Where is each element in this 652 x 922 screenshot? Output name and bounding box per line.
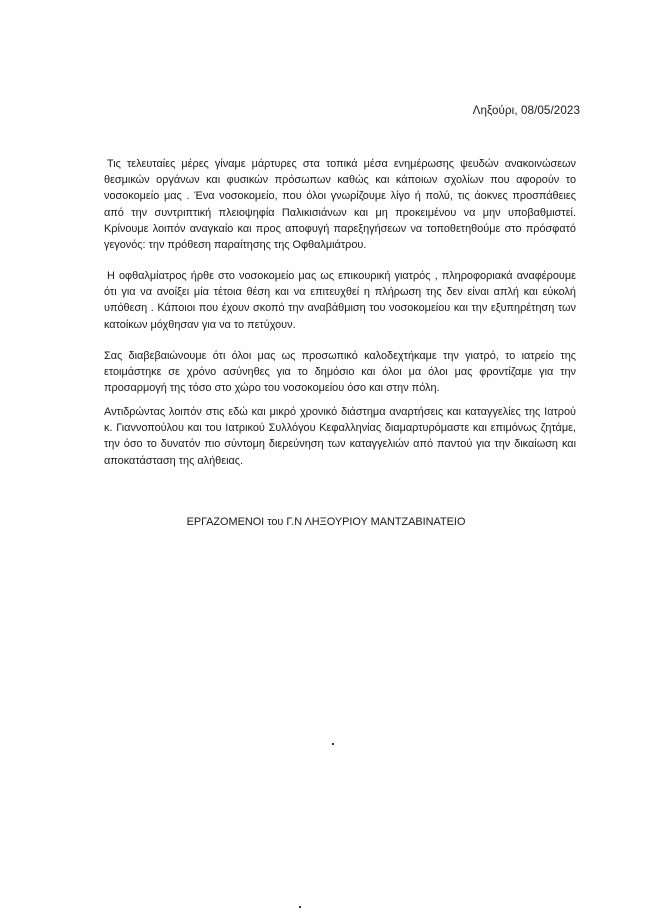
paragraph-2: Η οφθαλμίατρος ήρθε στο νοσοκομείο μας ως επικουρική γιατρός , πληροφοριακά αναφέρουμε ότι για να ανοίξει μία τέτοια θέση και να επιτευχθεί η πλήρωση της δεν είναι απλή και εύκολή υπόθεση . Κάποιοι που έχουν σκοπό την αναβάθμιση του νοσοκομείου και την εξυπηρέτηση των κατοίκων μόχθησαν για να το πετύχουν. [104, 270, 576, 331]
paragraph-3: Σας διαβεβαιώνουμε ότι όλοι μας ως προσωπικό καλοδεχτήκαμε την γιατρό, το ιατρείο της ετοιμάστηκε σε χρόνο ασύνηθες για το δημόσιο και όλοι μα όλοι μας φροντίζαμε για την προσαρμογή της τόσο στο χώρο του νοσοκομείου όσο και στην πόλη. [104, 350, 576, 395]
date-line: Ληξούρι, 08/05/2023 [472, 104, 580, 117]
scan-speck [332, 743, 334, 745]
signature-line: ΕΡΓΑΖΟΜΕΝΟΙ του Γ.Ν ΛΗΞΟΥΡΙΟΥ ΜΑΝΤΖΑΒΙΝΑΤΕΙΟ [186, 516, 466, 528]
paragraph-4: Αντιδρώντας λοιπόν στις εδώ και μικρό χρονικό διάστημα αναρτήσεις και καταγγελίες της Ιατρού κ. Γιαννοπούλου και του Ιατρικού Συλλόγου Κεφαλληνίας διαμαρτυρόμαστε και επιμόνως ζητάμε, την όσο το δυνατόν πιο σύντομη διερεύνηση των καταγγελιών από παντού για την δικαίωση και αποκατάσταση της αλήθειας. [104, 406, 576, 467]
paragraph-1: Τις τελευταίες μέρες γίναμε μάρτυρες στα τοπικά μέσα ενημέρωσης ψευδών ανακοινώσεων θεσμικών οργάνων και φυσικών πρόσωπων καθώς και κάποιων σχολίων που αφορούν το νοσοκομείο μας . Ένα νοσοκομείο, που όλοι γνωρίζουμε λίγο ή πολύ, τις άοκνες προσπάθειες από την συντριπτική πλειοψηφία Παλικισιάνων και μη προκειμένου να μην υποβαθμιστεί. Κρίνουμε λοιπόν αναγκαίο και προς αποφυγή παρεξηγήσεων να τοποθετηθούμε στο πρόσφατό γεγονός: την πρόθεση παραίτησης της Οφθαλμιάτρου. [104, 158, 576, 252]
scan-speck [299, 906, 301, 908]
